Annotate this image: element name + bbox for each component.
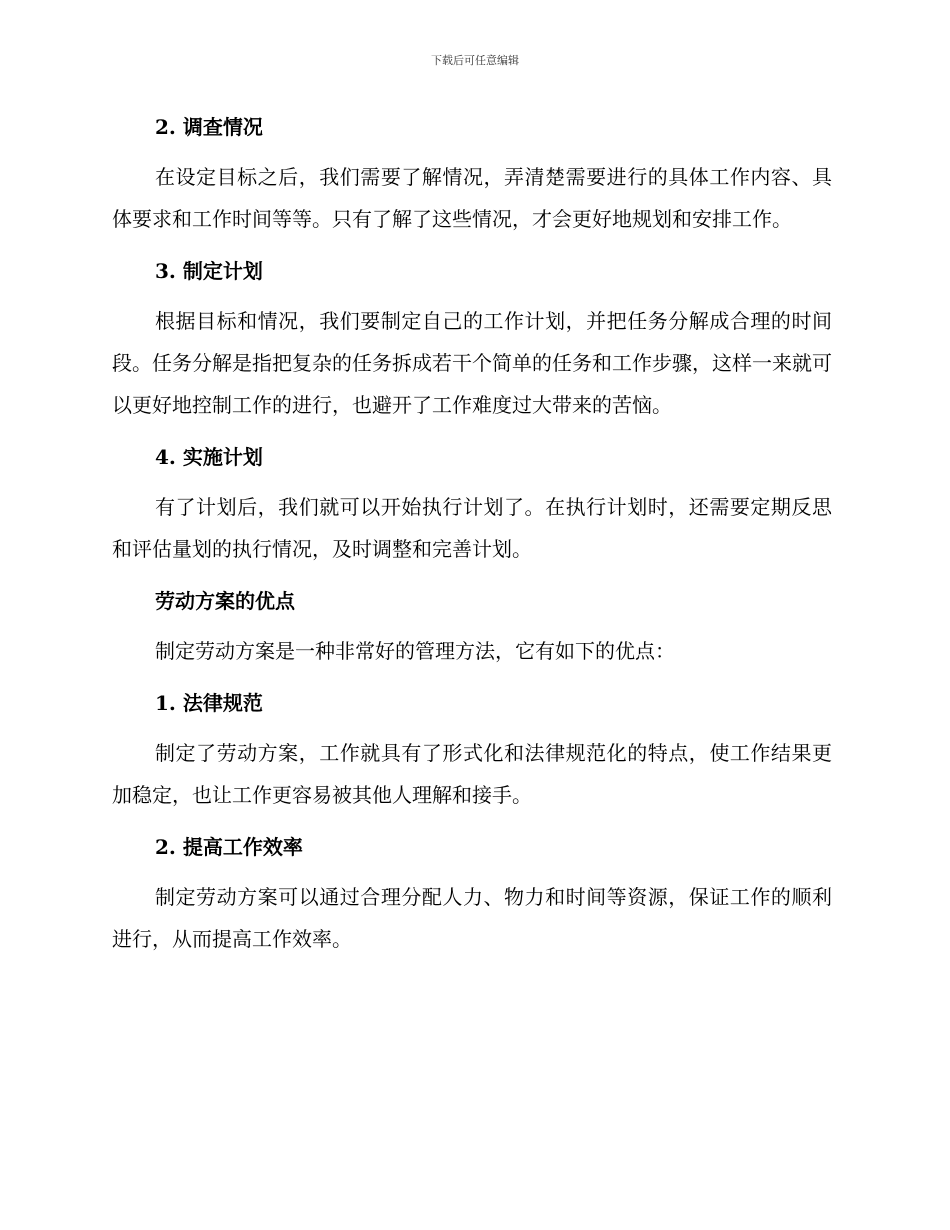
section-paragraph: 根据目标和情况，我们要制定自己的工作计划，并把任务分解成合理的时间段。任务分解是指把复杂的任务拆成若干个简单的任务和工作步骤，这样一来就可以更好地控制工作的进行，也避开了工作难度过大带来的苦恼。 (112, 309, 832, 417)
section-heading: 2. 提高工作效率 (155, 835, 303, 859)
section-efficiency (112, 828, 832, 960)
section-legal-standard (112, 684, 832, 816)
section-heading: 3. 制定计划 (155, 259, 263, 283)
document-body (112, 108, 832, 960)
section-investigation (112, 108, 832, 240)
section-paragraph: 有了计划后，我们就可以开始执行计划了。在执行计划时，还需要定期反思和评估量划的执行情况，及时调整和完善计划。 (112, 495, 832, 561)
section-heading: 劳动方案的优点 (155, 589, 295, 613)
section-make-plan (112, 252, 832, 426)
section-paragraph: 制定劳动方案是一种非常好的管理方法，它有如下的优点： (155, 639, 675, 663)
section-heading: 4. 实施计划 (155, 445, 263, 469)
section-paragraph: 制定了劳动方案，工作就具有了形式化和法律规范化的特点，使工作结果更加稳定，也让工作更容易被其他人理解和接手。 (112, 741, 832, 807)
section-execute-plan (112, 438, 832, 570)
section-paragraph: 在设定目标之后，我们需要了解情况，弄清楚需要进行的具体工作内容、具体要求和工作时间等等。只有了解了这些情况，才会更好地规划和安排工作。 (112, 165, 832, 231)
section-heading: 1. 法律规范 (155, 691, 263, 715)
page-header-note: 下载后可任意编辑 (431, 54, 519, 67)
section-paragraph: 制定劳动方案可以通过合理分配人力、物力和时间等资源，保证工作的顺利进行，从而提高工作效率。 (112, 885, 832, 951)
section-advantages (112, 582, 832, 672)
section-heading: 2. 调查情况 (155, 115, 263, 139)
